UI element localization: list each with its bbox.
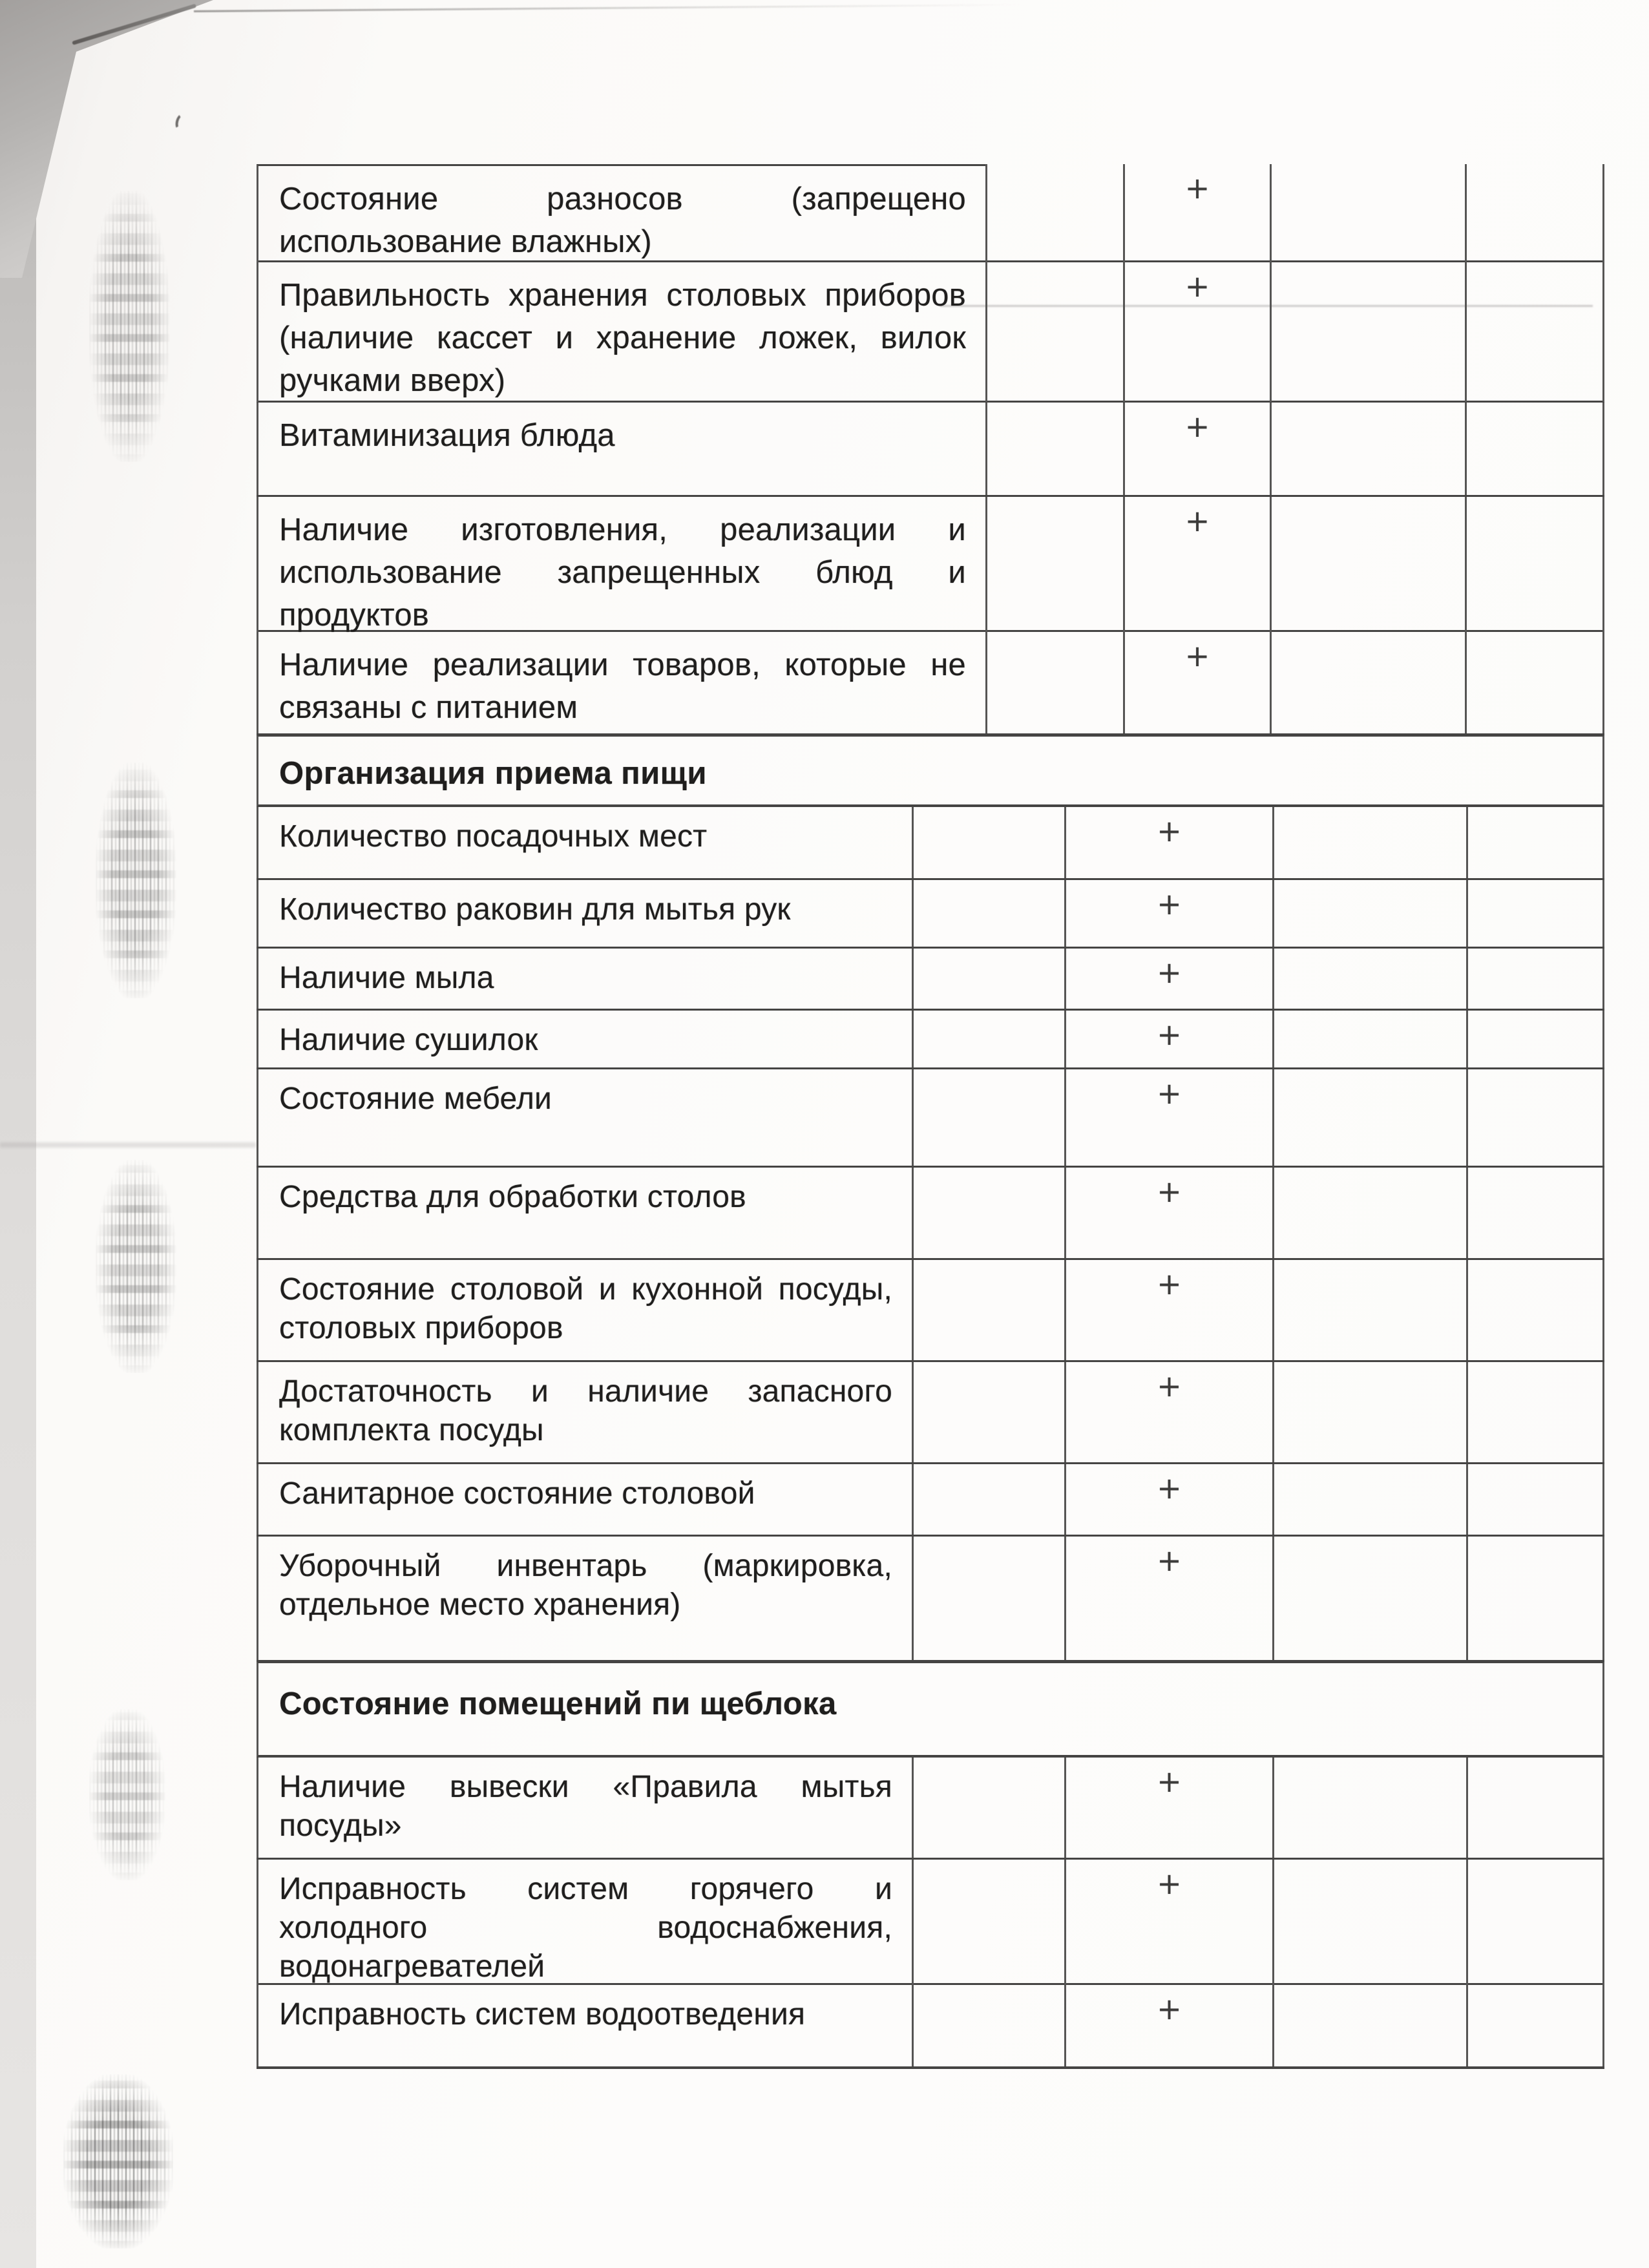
plus-mark: +	[1064, 1168, 1272, 1258]
empty-cell	[1465, 497, 1604, 636]
row-label: Наличие вывески «Правила мытья посуды»	[257, 1758, 912, 1858]
empty-cell	[1272, 1362, 1466, 1462]
section-title: Состояние помещений пи щеблока	[279, 1686, 837, 1721]
empty-cell	[1465, 262, 1604, 402]
plus-mark: +	[1064, 1464, 1272, 1535]
empty-cell	[1272, 880, 1466, 947]
empty-cell	[912, 1011, 1064, 1067]
empty-cell	[1272, 807, 1466, 878]
empty-cell	[912, 1168, 1064, 1258]
empty-cell	[1465, 403, 1604, 495]
empty-cell	[1466, 1860, 1604, 1986]
table-row	[257, 164, 1604, 262]
empty-cell	[1466, 1985, 1604, 2066]
row-label: Наличие мыла	[257, 949, 912, 1009]
empty-cell	[1272, 949, 1466, 1009]
row-label: Наличие реализации товаров, которые не связаны с питанием	[257, 632, 985, 733]
table-row	[257, 1168, 1604, 1260]
table-row	[257, 1537, 1604, 1662]
row-label: Достаточность и наличие запасного комплекта посуды	[257, 1362, 912, 1462]
empty-cell	[1270, 632, 1465, 733]
empty-cell	[912, 1985, 1064, 2066]
section-title: Организация приема пищи	[279, 756, 707, 791]
empty-cell	[985, 403, 1123, 495]
empty-cell	[985, 262, 1123, 402]
row-label: Наличие сушилок	[257, 1011, 912, 1067]
empty-cell	[1272, 1758, 1466, 1858]
table-row	[257, 1860, 1604, 1985]
table-row	[257, 1985, 1604, 2069]
table-row	[257, 880, 1604, 949]
empty-cell	[1465, 164, 1604, 263]
empty-cell	[912, 949, 1064, 1009]
row-label: Уборочный инвентарь (маркировка, отдельное место хранения)	[257, 1537, 912, 1660]
plus-mark: +	[1064, 949, 1272, 1009]
empty-cell	[985, 497, 1123, 636]
empty-cell	[912, 1758, 1064, 1858]
plus-mark: +	[1064, 1758, 1272, 1858]
row-label: Состояние разносов (запрещено использование влажных)	[257, 164, 985, 263]
empty-cell	[1270, 497, 1465, 636]
row-label: Количество посадочных мест	[257, 807, 912, 878]
section-header-row	[257, 735, 1604, 807]
row-label: Исправность систем горячего и холодного водоснабжения, водонагревателей	[257, 1860, 912, 1986]
paper-curl-mark	[174, 112, 188, 131]
table-row	[257, 497, 1604, 632]
empty-cell	[1272, 1069, 1466, 1166]
scan-noise-band	[96, 1160, 176, 1373]
table-row	[257, 807, 1604, 880]
empty-cell	[1272, 1168, 1466, 1258]
inspection-table	[257, 164, 1604, 2069]
empty-cell	[1466, 1464, 1604, 1535]
plus-mark: +	[1123, 632, 1270, 733]
empty-cell	[912, 807, 1064, 878]
table-row	[257, 632, 1604, 735]
empty-cell	[1270, 164, 1465, 263]
row-label: Исправность систем водоотведения	[257, 1985, 912, 2066]
table-row	[257, 1011, 1604, 1069]
empty-cell	[1466, 1168, 1604, 1258]
plus-mark: +	[1064, 1860, 1272, 1986]
row-label: Состояние мебели	[257, 1069, 912, 1166]
table-row	[257, 1362, 1604, 1464]
plus-mark: +	[1123, 403, 1270, 495]
empty-cell	[985, 632, 1123, 733]
empty-cell	[1466, 1758, 1604, 1858]
row-label: Средства для обработки столов	[257, 1168, 912, 1258]
plus-mark: +	[1064, 1985, 1272, 2066]
paper-top-edge-line	[194, 4, 1021, 12]
empty-cell	[912, 1464, 1064, 1535]
empty-cell	[1466, 1362, 1604, 1462]
table-row	[257, 1069, 1604, 1168]
empty-cell	[1466, 1069, 1604, 1166]
scan-light-band	[0, 1142, 256, 1148]
empty-cell	[1466, 1260, 1604, 1360]
table-row	[257, 1260, 1604, 1362]
empty-cell	[912, 1537, 1064, 1660]
plus-mark: +	[1123, 262, 1270, 402]
empty-cell	[1466, 1011, 1604, 1067]
table-row	[257, 403, 1604, 497]
scanner-bed-left-band	[0, 0, 36, 2268]
empty-cell	[912, 880, 1064, 947]
empty-cell	[1270, 403, 1465, 495]
plus-mark: +	[1064, 807, 1272, 878]
empty-cell	[1272, 1985, 1466, 2066]
empty-cell	[1270, 262, 1465, 402]
empty-cell	[1272, 1260, 1466, 1360]
scan-noise-band	[89, 191, 170, 462]
empty-cell	[912, 1362, 1064, 1462]
empty-cell	[1272, 1537, 1466, 1660]
plus-mark: +	[1123, 497, 1270, 636]
plus-mark: +	[1064, 1537, 1272, 1660]
table-row	[257, 949, 1604, 1011]
plus-mark: +	[1064, 1260, 1272, 1360]
plus-mark: +	[1064, 1362, 1272, 1462]
scan-noise-band	[96, 762, 176, 998]
plus-mark: +	[1064, 1069, 1272, 1166]
table-row	[257, 1758, 1604, 1860]
row-label: Витаминизация блюда	[257, 403, 985, 495]
empty-cell	[1466, 807, 1604, 878]
empty-cell	[912, 1860, 1064, 1986]
plus-mark: +	[1064, 880, 1272, 947]
empty-cell	[912, 1069, 1064, 1166]
plus-mark: +	[1064, 1011, 1272, 1067]
section-header-row	[257, 1662, 1604, 1758]
empty-cell	[912, 1260, 1064, 1360]
row-label: Количество раковин для мытья рук	[257, 880, 912, 947]
empty-cell	[1466, 880, 1604, 947]
empty-cell	[1465, 632, 1604, 733]
row-label: Состояние столовой и кухонной посуды, столовых приборов	[257, 1260, 912, 1360]
empty-cell	[1466, 949, 1604, 1009]
table-row	[257, 262, 1604, 403]
scan-noise-band	[89, 1709, 165, 1880]
empty-cell	[1272, 1011, 1466, 1067]
empty-cell	[1466, 1537, 1604, 1660]
empty-cell	[1272, 1464, 1466, 1535]
row-label: Санитарное состояние столовой	[257, 1464, 912, 1535]
table-row	[257, 1464, 1604, 1537]
plus-mark: +	[1123, 164, 1270, 263]
empty-cell	[1272, 1860, 1466, 1986]
scan-noise-band	[63, 2074, 173, 2249]
row-label: Наличие изготовления, реализации и использование запрещенных блюд и продуктов	[257, 497, 985, 636]
row-label: Правильность хранения столовых приборов (наличие кассет и хранение ложек, вилок ручками вверх)	[257, 262, 985, 402]
empty-cell	[985, 164, 1123, 263]
